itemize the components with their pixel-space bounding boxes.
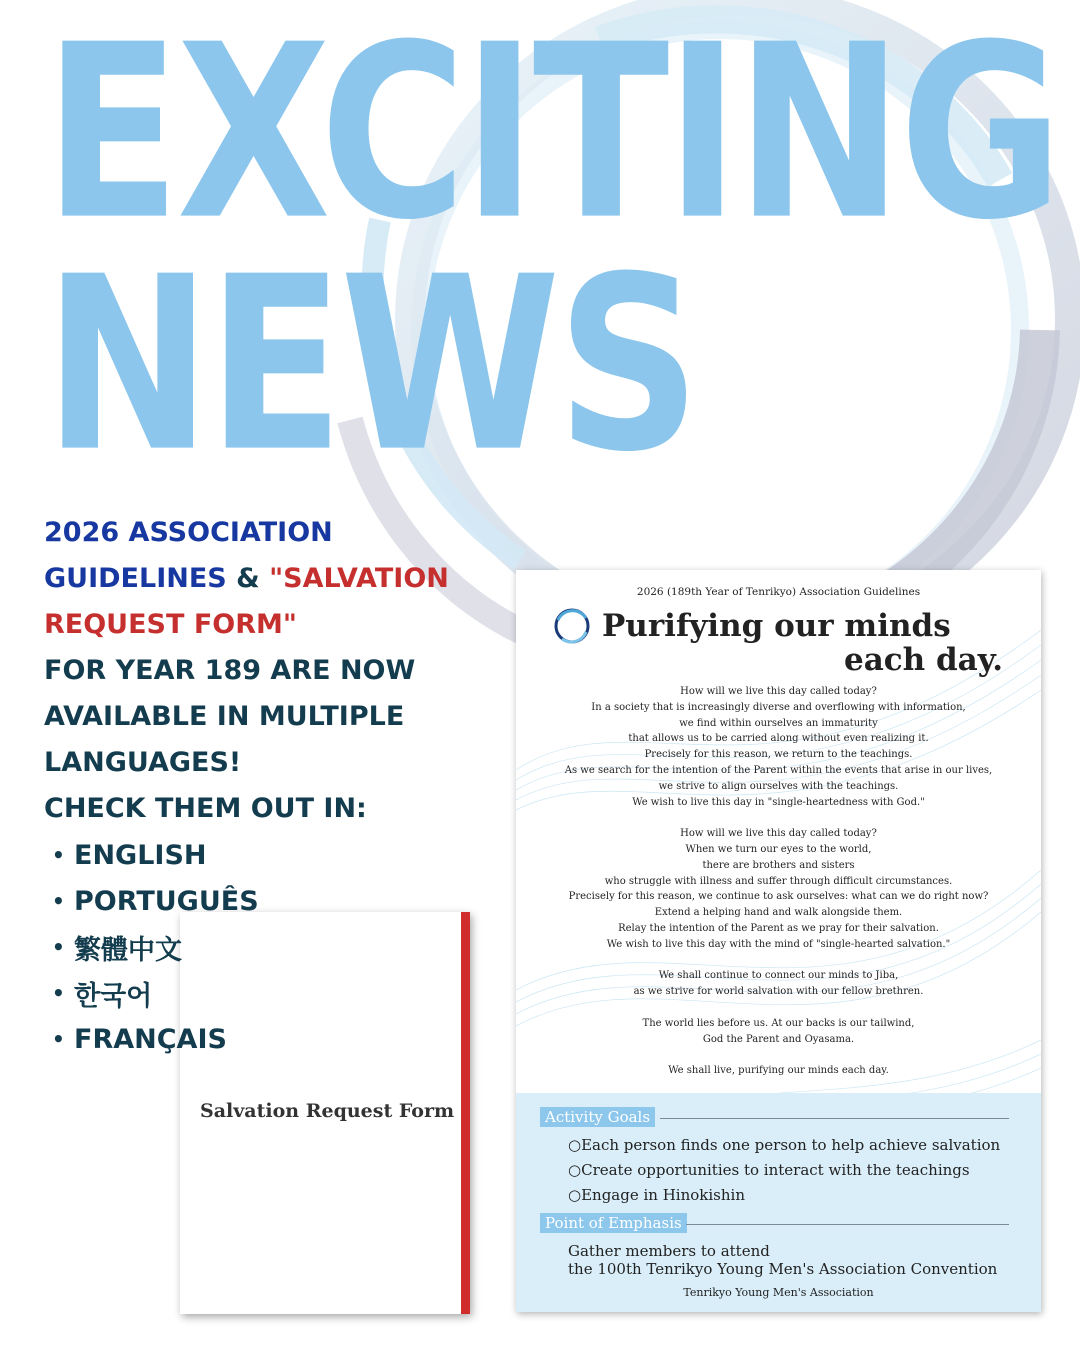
body-spacer <box>516 953 1041 969</box>
guidelines-title-line-1: Purifying our minds <box>602 608 951 644</box>
announcement-guidelines-text: GUIDELINES <box>44 563 227 594</box>
activity-goals-rule <box>660 1118 1009 1119</box>
guidelines-title-line-2: each day. <box>843 642 1003 678</box>
language-item <box>44 878 259 924</box>
bullet-icon: • <box>52 981 65 1005</box>
body-line: Precisely for this reason, we continue to ask ourselves: what can we do right now? <box>568 891 989 903</box>
headline-news: NEWS <box>44 225 697 506</box>
body-line: who struggle with illness and suffer through difficult circumstances. <box>604 875 953 887</box>
bullet-icon: • <box>52 889 65 913</box>
body-line: God the Parent and Oyasama. <box>702 1033 855 1045</box>
body-line: we find within ourselves an immaturity <box>679 717 878 729</box>
language-label: 한국어 <box>74 980 153 1012</box>
body-line: We wish to live this day in "single-heartedness with God." <box>632 796 925 808</box>
activity-goal-item: ○Each person finds one person to help achieve salvation <box>568 1136 1001 1154</box>
body-line: How will we live this day called today? <box>680 686 877 697</box>
announcement-line-6: LANGUAGES! <box>44 747 242 778</box>
body-line: Relay the intention of the Parent as we pray for their salvation. <box>618 922 939 934</box>
language-list <box>44 832 259 1062</box>
language-item <box>44 832 259 878</box>
bullet-icon: • <box>52 1027 65 1051</box>
ring-logo-icon <box>552 606 592 646</box>
body-line: As we search for the intention of the Parent within the events that arise in our lives, <box>564 764 993 776</box>
announcement-line-3: REQUEST FORM" <box>44 609 297 640</box>
body-line: Precisely for this reason, we return to the teachings. <box>644 749 913 761</box>
body-spacer <box>516 810 1041 826</box>
announcement-salvation-text: "SALVATION <box>269 563 449 594</box>
language-item <box>44 924 259 970</box>
emphasis-line-1: Gather members to attend <box>568 1242 770 1260</box>
language-label: ENGLISH <box>74 839 207 871</box>
bullet-icon: • <box>52 843 65 867</box>
emphasis-line-2: the 100th Tenrikyo Young Men's Association Convention <box>568 1260 998 1278</box>
body-line: there are brothers and sisters <box>702 859 855 871</box>
body-line: We wish to live this day with the mind of "single-hearted salvation." <box>606 938 951 950</box>
body-line: In a society that is increasingly diverse and overflowing with information, <box>591 701 966 713</box>
guidelines-footer: Tenrikyo Young Men's Association <box>683 1286 874 1299</box>
body-spacer <box>516 1000 1041 1016</box>
emphasis-rule <box>686 1224 1009 1225</box>
body-line: When we turn our eyes to the world, <box>685 843 872 855</box>
emphasis-label: Point of Emphasis <box>540 1213 687 1233</box>
announcement-text <box>44 510 464 832</box>
guidelines-body <box>516 684 1041 1079</box>
announcement-line-5: AVAILABLE IN MULTIPLE <box>44 701 405 732</box>
language-item <box>44 1016 259 1062</box>
announcement-line-1: 2026 ASSOCIATION <box>44 517 333 548</box>
body-line: We shall live, purifying our minds each day. <box>668 1065 889 1077</box>
guidelines-header: 2026 (189th Year of Tenrikyo) Association Guidelines <box>636 586 921 598</box>
body-spacer <box>516 1047 1041 1063</box>
body-line: that allows us to be carried along without even realizing it. <box>628 733 929 745</box>
language-label: PORTUGUÊS <box>74 885 259 917</box>
guidelines-preview <box>516 570 1041 1312</box>
body-line: We shall continue to connect our minds to Jiba, <box>658 970 899 982</box>
body-line: as we strive for world salvation with our fellow brethren. <box>633 986 924 998</box>
body-line: How will we live this day called today? <box>680 828 877 840</box>
language-label: FRANÇAIS <box>74 1023 227 1055</box>
headline-exciting: EXCITING <box>44 0 1060 274</box>
body-line: The world lies before us. At our backs is our tailwind, <box>642 1017 915 1029</box>
language-label: 繁體中文 <box>74 934 182 966</box>
activity-goal-item: ○Create opportunities to interact with the teachings <box>568 1161 970 1179</box>
body-line: we strive to align ourselves with the teachings. <box>658 780 899 792</box>
guidelines-goals-panel <box>516 1093 1041 1312</box>
body-line: Extend a helping hand and walk alongside them. <box>654 907 903 919</box>
language-list-container <box>44 832 259 1062</box>
language-item <box>44 970 259 1016</box>
activity-goals-label: Activity Goals <box>540 1107 655 1127</box>
announcement-ampersand: & <box>226 563 270 594</box>
announcement-line-7: CHECK THEM OUT IN: <box>44 793 367 824</box>
activity-goal-item: ○Engage in Hinokishin <box>568 1186 745 1204</box>
bullet-icon: • <box>52 935 65 959</box>
announcement-line-2 <box>44 556 464 602</box>
form-red-stripe <box>461 912 470 1314</box>
announcement-line-4: FOR YEAR 189 ARE NOW <box>44 655 416 686</box>
form-title: Salvation Request Form <box>200 1100 455 1122</box>
